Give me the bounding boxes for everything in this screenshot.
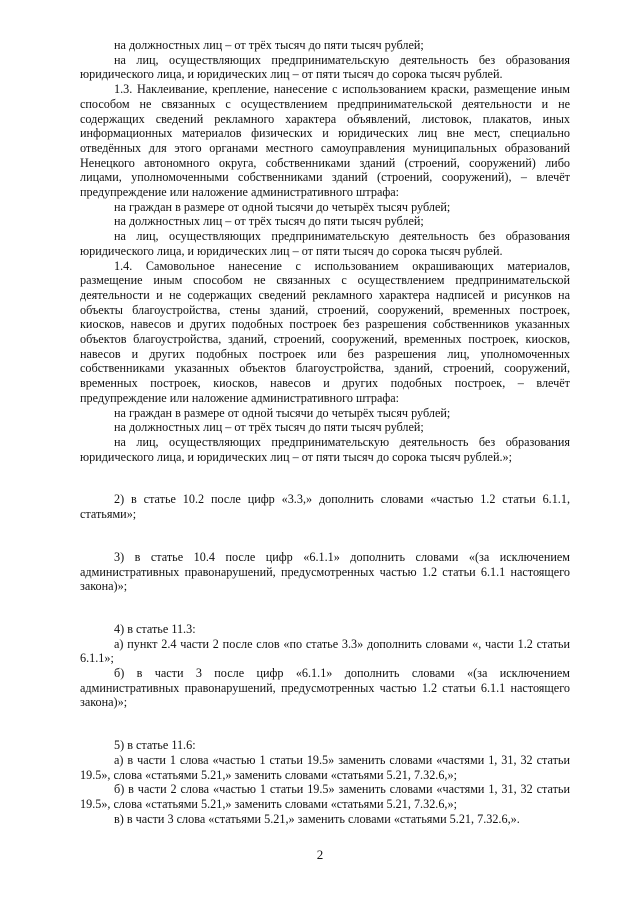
page-number: 2 [316, 847, 324, 862]
paragraph-1-3: 1.3. Наклеивание, крепление, нанесение с использованием краски, размещение иным способом не связанных с осуществлением предпринимательской деятельности и не содержащих сведений рекламного характера объявлений, листовок, плакатов, иных информационных материалов физических и юридических лиц вне мест, специально отведённых для этого органами местного самоуправления муниципальных образований Ненецкого автономного округа, собственниками зданий (строений, сооружений) либо лицами, уполномоченными собственниками зданий (строений, сооружений), – влечёт предупреждение или наложение административного штрафа: [80, 82, 570, 200]
spacer [80, 710, 570, 738]
paragraph: на должностных лиц – от трёх тысяч до пяти тысяч рублей; [114, 38, 424, 52]
item-4a: а) пункт 2.4 части 2 после слов «по статье 3.3» дополнить словами «, части 1.2 статьи 6.1.1»; [80, 636, 570, 666]
spacer [80, 594, 570, 622]
spacer [80, 464, 570, 492]
item-5: 5) в статье 11.6: [114, 738, 196, 753]
paragraph: на лиц, осуществляющих предпринимательскую деятельность без образования юридического лица, и юридических лиц – от пяти тысяч до сорока тысяч рублей.»; [80, 434, 570, 464]
document-body [80, 38, 570, 826]
paragraph: на должностных лиц – от трёх тысяч до пяти тысяч рублей; [114, 214, 424, 229]
paragraph-1-4: 1.4. Самовольное нанесение с использованием окрашивающих материалов, размещение иным способом не связанных с осуществлением предпринимательской деятельности и не содержащих сведений рекламного характера надписей и рисунков на объекты благоустройства, стены зданий, строений, сооружений, временных построек, киосков, навесов и других подобных построек без разрешения собственников указанных объектов благоустройства, зданий, строений, сооружений, временных построек, киосков, навесов и других подобных построек или без разрешения лиц, уполномоченных собственниками указанных объектов благоустройства, зданий, строений, сооружений, временных построек, киосков, навесов и других подобных построек, – влечёт предупреждение или наложение административного штрафа: [80, 258, 570, 405]
item-3: 3) в статье 10.4 после цифр «6.1.1» дополнить словами «(за исключением административных правонарушений, предусмотренных частью 1.2 статьи 6.1.1 настоящего закона)»; [80, 549, 570, 594]
paragraph: на граждан в размере от одной тысячи до четырёх тысяч рублей; [114, 199, 451, 214]
paragraph: на лиц, осуществляющих предпринимательскую деятельность без образования юридического лица, и юридических лиц – от пяти тысяч до сорока тысяч рублей. [80, 52, 570, 82]
item-5b: б) в части 2 слова «частью 1 статьи 19.5» заменить словами «частями 1, 31, 32 статьи 19.5», слова «статьями 5.21,» заменить словами «статьями 5.21, 7.32.6,»; [80, 782, 570, 811]
item-4: 4) в статье 11.3: [114, 621, 196, 636]
item-4b: б) в части 3 после цифр «6.1.1» дополнить словами «(за исключением административных правонарушений, предусмотренных частью 1.2 статьи 6.1.1 настоящего закона)»; [80, 666, 570, 710]
paragraph: на граждан в размере от одной тысячи до четырёх тысяч рублей; [114, 405, 451, 420]
paragraph: на должностных лиц – от трёх тысяч до пяти тысяч рублей; [114, 420, 424, 435]
spacer [80, 522, 570, 550]
item-5c: в) в части 3 слова «статьями 5.21,» заменить словами «статьями 5.21, 7.32.6,». [114, 811, 520, 826]
item-5a: а) в части 1 слова «частью 1 статьи 19.5» заменить словами «частями 1, 31, 32 статьи 19.5», слова «статьями 5.21,» заменить словами «статьями 5.21, 7.32.6,»; [80, 752, 570, 782]
item-2: 2) в статье 10.2 после цифр «3.3,» дополнить словами «частью 1.2 статьи 6.1.1, статьями»; [80, 492, 570, 522]
paragraph: на лиц, осуществляющих предпринимательскую деятельность без образования юридического лица, и юридических лиц – от пяти тысяч до сорока тысяч рублей. [80, 229, 570, 258]
